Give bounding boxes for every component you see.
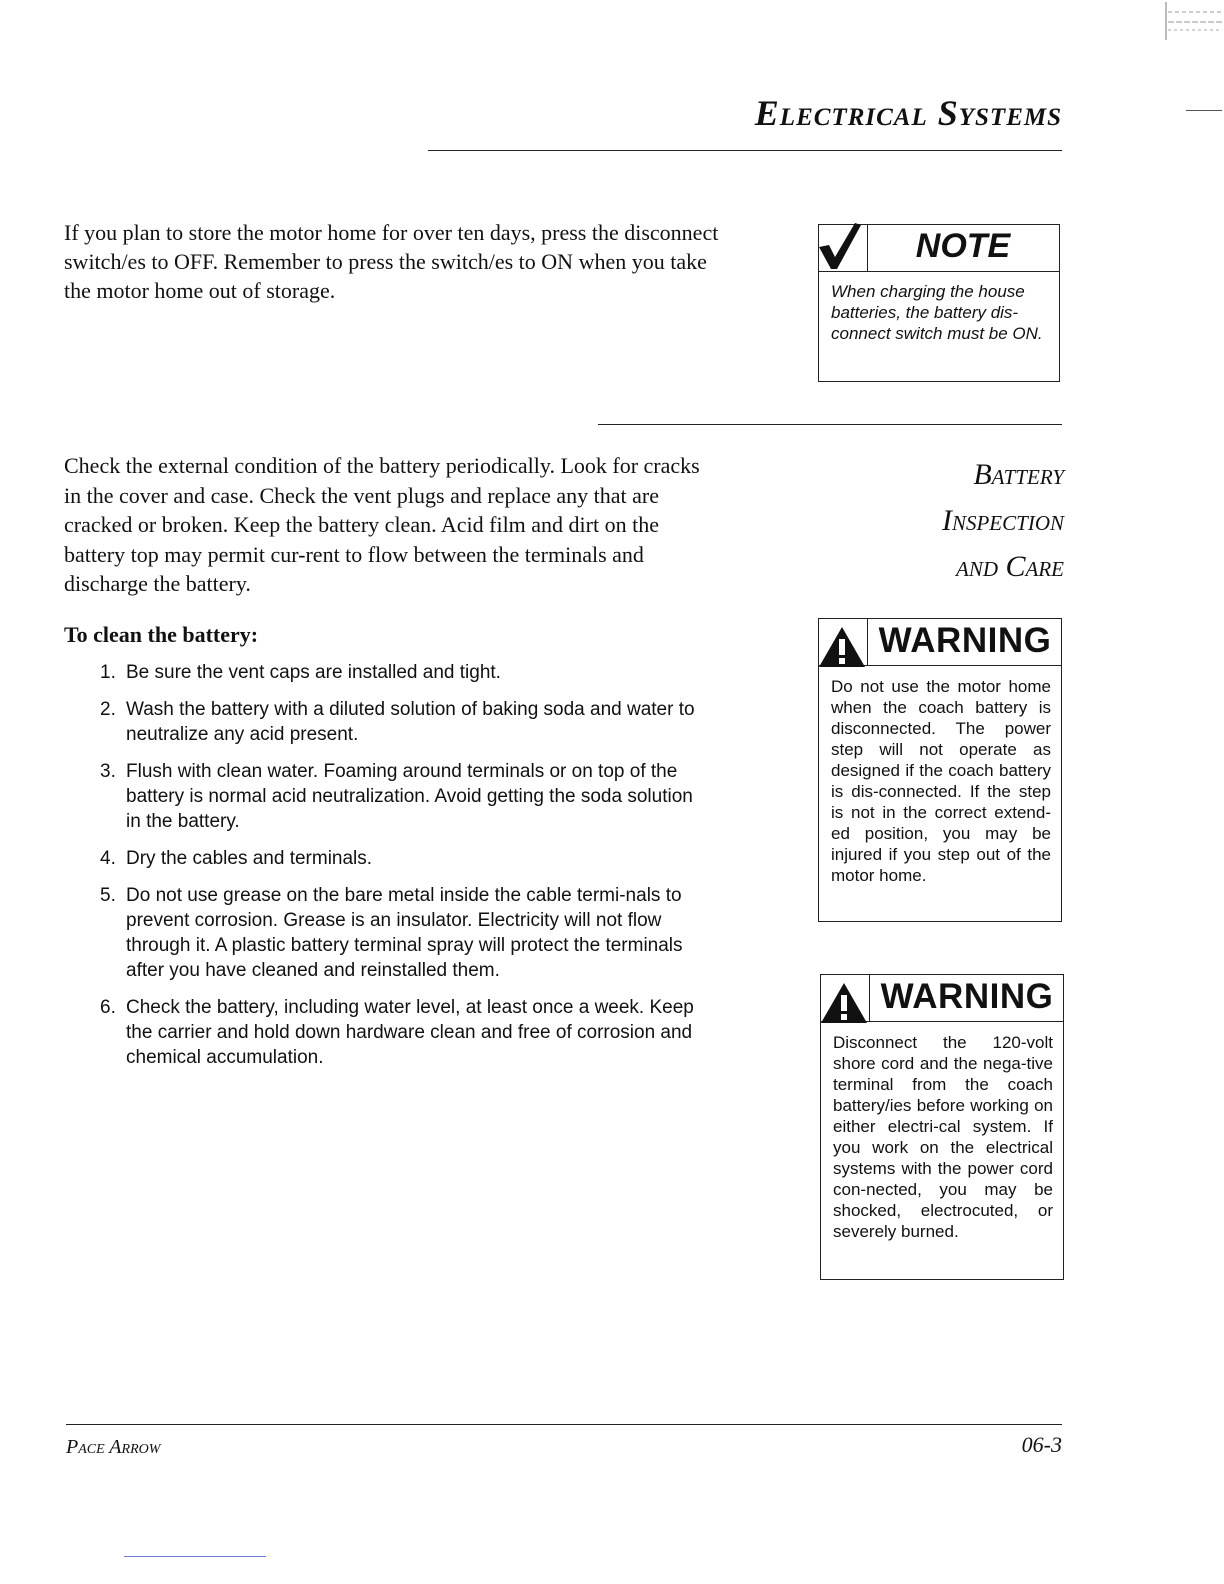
note-text: When charging the house batteries, the battery dis-connect switch must be ON. (831, 282, 1043, 343)
step-number: 1. (100, 662, 116, 683)
section-title-line: and Care (956, 550, 1064, 583)
warning-box-shore-cord (820, 974, 1064, 1280)
page-title: Electrical Systems (754, 93, 1062, 133)
step-text: Check the battery, including water level, at least once a week. Keep the carrier and hold down hardware clean and free of corrosion and chemical accumulation. (126, 997, 694, 1068)
warning-title: WARNING (878, 621, 1052, 660)
step-text: Dry the cables and terminals. (126, 848, 373, 869)
step-number: 2. (100, 699, 116, 720)
section-title (850, 452, 1064, 590)
step-number: 4. (100, 848, 116, 869)
scan-artifact-line (124, 1556, 266, 1557)
step-number: 6. (100, 997, 116, 1018)
section-title-line: Battery (973, 458, 1064, 491)
step-text: Do not use grease on the bare metal inside the cable termi-nals to prevent corrosion. Grease is an insulator. Electricity will not flow through it. A plastic battery terminal spray will protect the terminals after you have cleaned and reinstalled them. (126, 885, 683, 981)
step-text: Be sure the vent caps are installed and tight. (126, 662, 501, 683)
section-title-line: Inspection (941, 504, 1064, 537)
warning-header (819, 619, 1061, 666)
warning-text: Do not use the motor home when the coach battery is disconnected. The power step will not operate as designed if the coach battery is dis-connected. If the step is not in the correct extend-ed position, you may be injured if you step out of the motor home. (831, 677, 1051, 885)
note-box (818, 224, 1060, 382)
warning-triangle-icon (819, 981, 869, 1027)
warning-header (821, 975, 1063, 1022)
scan-corner-mark (1164, 0, 1224, 60)
inspection-paragraph: Check the external condition of the battery periodically. Look for cracks in the cover and case. Check the vent plugs and replace any that are cracked or broken. Keep the battery clean. Acid film and dirt on the battery top may permit cur-rent to flow between the terminals and discharge the battery. (64, 453, 700, 596)
checkmark-icon (815, 219, 863, 271)
list-item (100, 846, 700, 871)
step-number: 3. (100, 761, 116, 782)
footer-rule (66, 1424, 1062, 1425)
step-text: Wash the battery with a diluted solution of baking soda and water to neutralize any acid present. (126, 699, 695, 745)
footer-manual-name: Pace Arrow (66, 1436, 161, 1458)
section-rule (598, 424, 1062, 425)
warning-triangle-icon (817, 625, 867, 671)
warning-title: WARNING (880, 977, 1054, 1016)
page-number: 06-3 (1021, 1432, 1062, 1457)
scan-edge-mark (1186, 110, 1222, 111)
cleaning-steps-list (100, 660, 700, 1082)
warning-divider (869, 975, 870, 1021)
note-title: NOTE (915, 227, 1011, 265)
list-item (100, 660, 700, 685)
list-item (100, 883, 700, 983)
list-item (100, 759, 700, 834)
warning-text: Disconnect the 120-volt shore cord and the nega-tive terminal from the coach battery/ies before working on either electri-cal system. If you work on the electrical systems with the power cord con-nected, you may be shocked, electrocuted, or severely burned. (833, 1033, 1053, 1241)
storage-paragraph: If you plan to store the motor home for over ten days, press the disconnect switch/es to OFF. Remember to press the switch/es to ON when you take the motor home out of storage. (64, 220, 719, 303)
list-item (100, 697, 700, 747)
warning-divider (867, 619, 868, 665)
header-rule (428, 150, 1062, 151)
clean-heading: To clean the battery: (64, 622, 259, 647)
note-divider (819, 271, 1059, 272)
list-item (100, 995, 700, 1070)
step-text: Flush with clean water. Foaming around terminals or on top of the battery is normal acid neutralization. Avoid getting the soda solution in the battery. (126, 761, 693, 832)
step-number: 5. (100, 885, 116, 906)
warning-box-power-step (818, 618, 1062, 922)
